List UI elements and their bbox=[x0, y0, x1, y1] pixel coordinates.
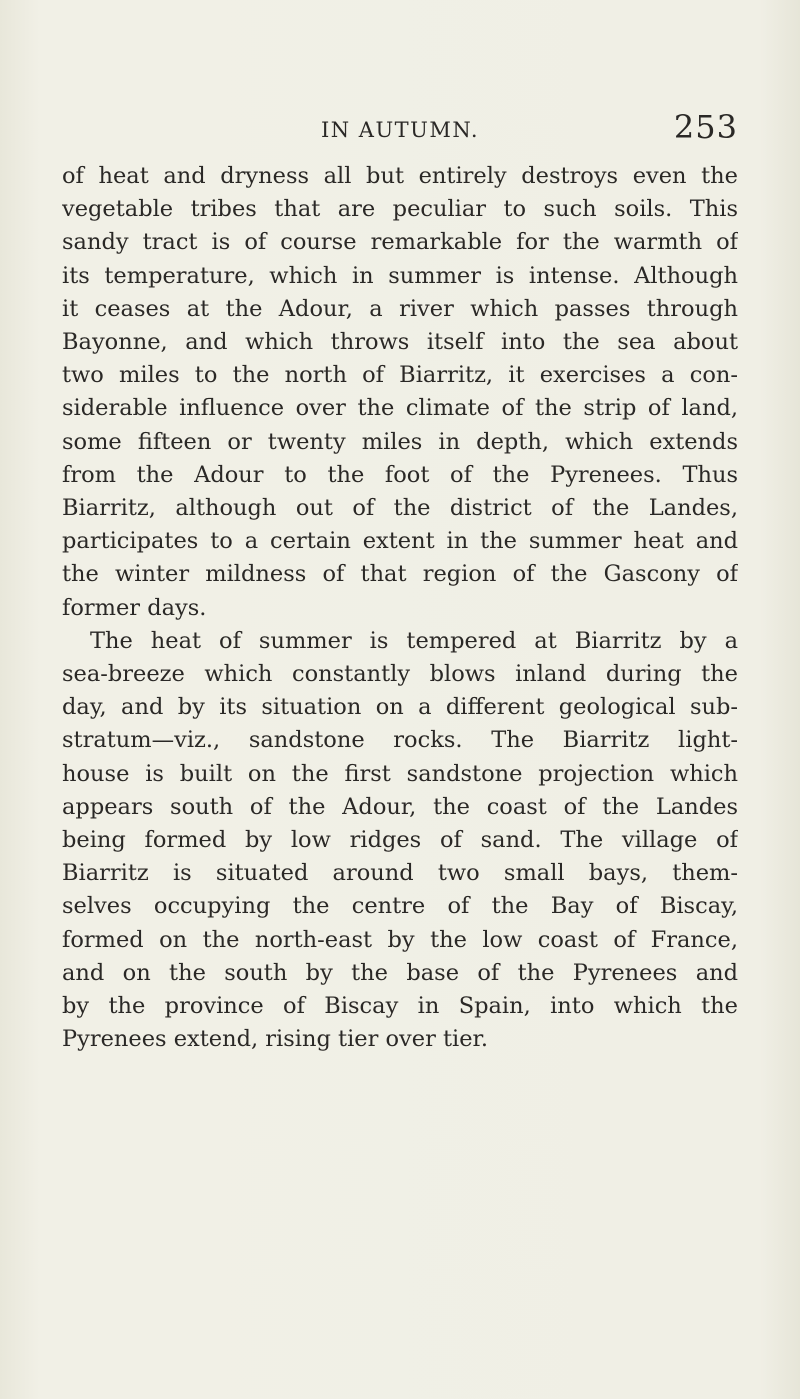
text-line: Biarritz is situated around two small bays, them- bbox=[62, 860, 738, 887]
text-line: by the province of Biscay in Spain, into which the bbox=[62, 993, 738, 1020]
text-line: former days. bbox=[62, 594, 207, 621]
text-line: and on the south by the base of the Pyrenees and bbox=[62, 959, 738, 986]
text-line: from the Adour to the foot of the Pyrenees. Thus bbox=[62, 461, 738, 488]
text-line: it ceases at the Adour, a river which passes through bbox=[62, 295, 738, 322]
text-line: formed on the north-east by the low coast of France, bbox=[62, 926, 738, 953]
text-line: The heat of summer is tempered at Biarritz by a bbox=[90, 627, 738, 654]
text-line: day, and by its situation on a different geological sub- bbox=[62, 694, 738, 721]
text-line: Biarritz, although out of the district of the Landes, bbox=[62, 495, 738, 522]
text-line: vegetable tribes that are peculiar to such soils. This bbox=[62, 196, 738, 223]
text-line: appears south of the Adour, the coast of the Landes bbox=[62, 793, 738, 820]
text-line: some fifteen or twenty miles in depth, which extends bbox=[62, 428, 738, 455]
text-line: two miles to the north of Biarritz, it exercises a con- bbox=[62, 362, 738, 389]
running-head: IN AUTUMN. bbox=[320, 118, 480, 142]
text-line: its temperature, which in summer is intense. Although bbox=[62, 262, 738, 289]
text-line: sandy tract is of course remarkable for the warmth of bbox=[62, 229, 738, 256]
text-line: stratum—viz., sandstone rocks. The Biarritz light- bbox=[62, 727, 738, 754]
page-number: 253 bbox=[673, 108, 738, 146]
text-line: Pyrenees extend, rising tier over tier. bbox=[62, 1026, 488, 1053]
body-text bbox=[62, 160, 738, 1056]
text-line: selves occupying the centre of the Bay of Biscay, bbox=[62, 893, 738, 920]
text-line: house is built on the first sandstone projection which bbox=[62, 760, 738, 787]
page-header bbox=[62, 108, 738, 152]
text-line: the winter mildness of that region of the Gascony of bbox=[62, 561, 738, 588]
text-line: of heat and dryness all but entirely destroys even the bbox=[62, 163, 738, 189]
text-line: Bayonne, and which throws itself into the sea about bbox=[62, 329, 738, 356]
text-line: siderable influence over the climate of the strip of land, bbox=[62, 395, 738, 422]
text-line: participates to a certain extent in the summer heat and bbox=[62, 528, 738, 555]
text-line: being formed by low ridges of sand. The village of bbox=[62, 827, 738, 854]
text-line: sea-breeze which constantly blows inland during the bbox=[62, 661, 738, 688]
